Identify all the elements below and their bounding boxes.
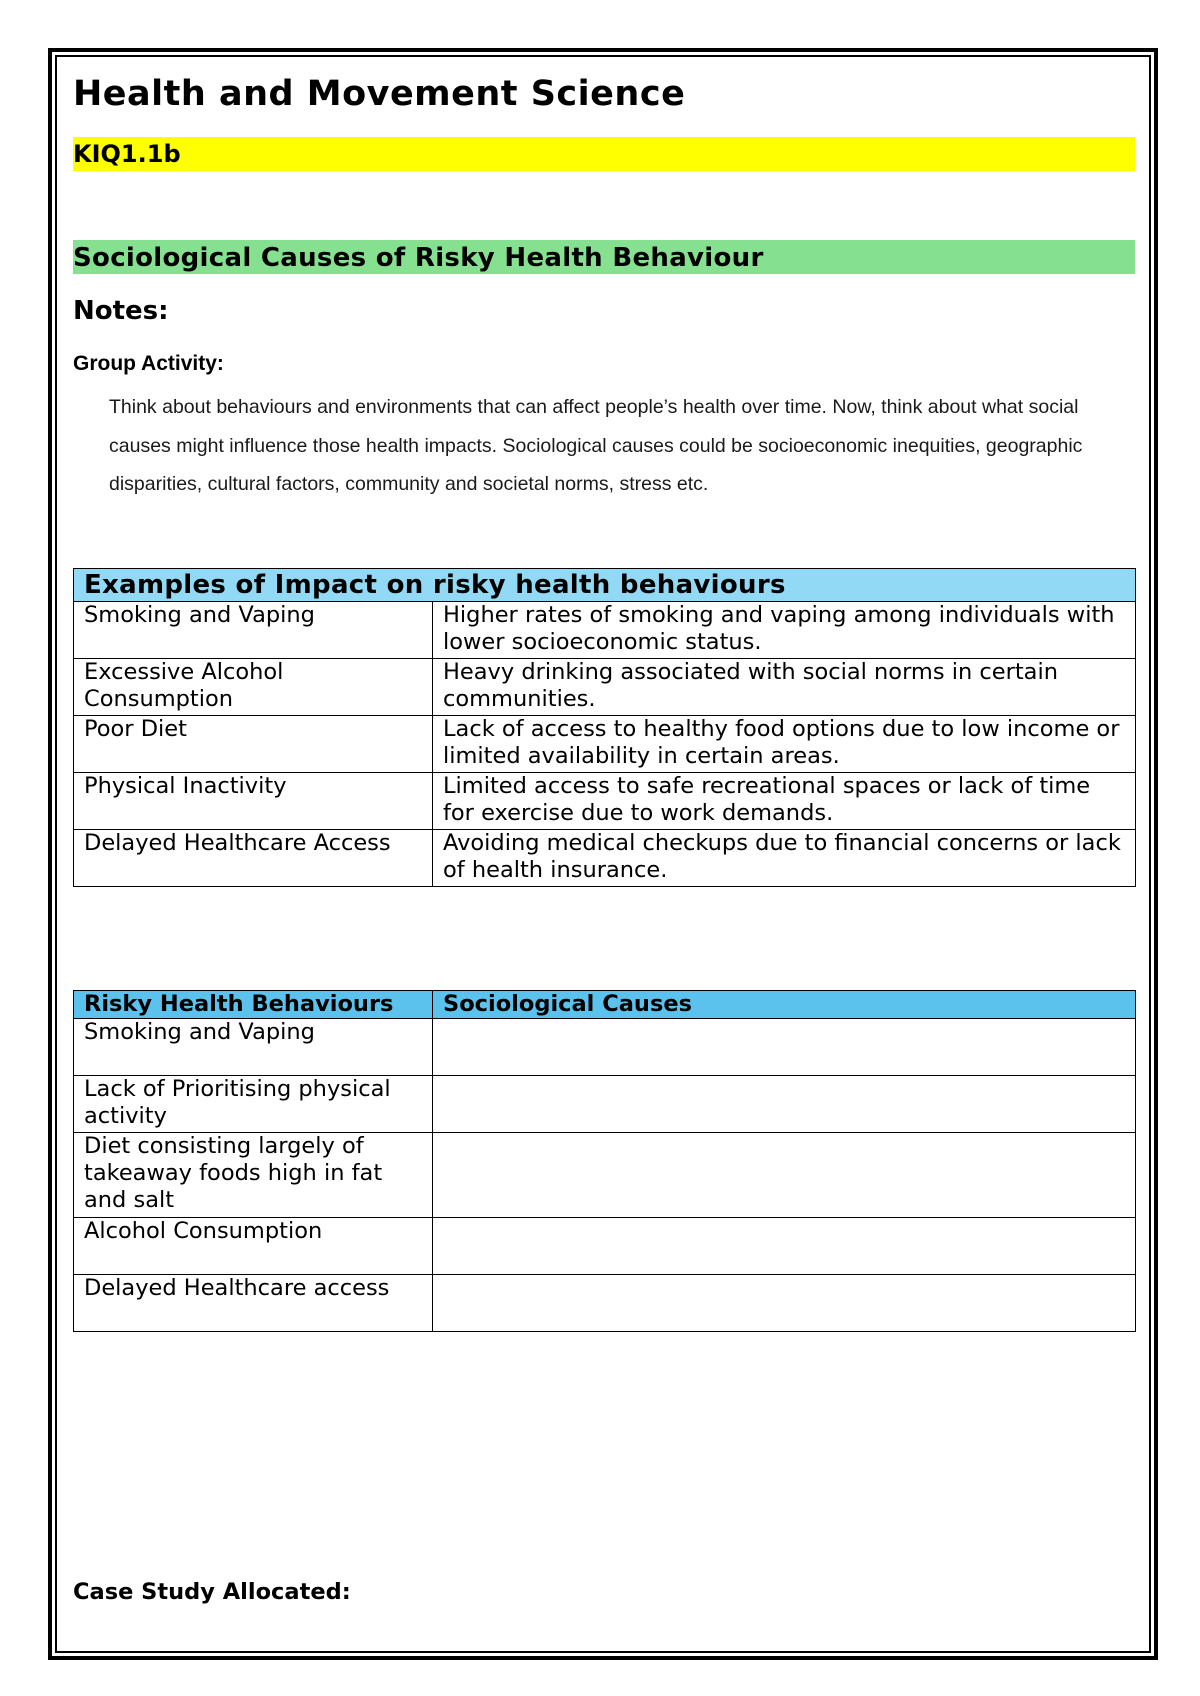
behaviour-cell: Smoking and Vaping <box>74 1019 433 1076</box>
behaviour-cell: Smoking and Vaping <box>74 602 433 659</box>
cause-answer-cell[interactable] <box>433 1218 1136 1275</box>
impact-cell: Lack of access to healthy food options due to low income or limited availability in certain areas. <box>433 716 1136 773</box>
cause-answer-cell[interactable] <box>433 1076 1136 1133</box>
case-study-label: Case Study Allocated: <box>73 1579 351 1605</box>
table-row <box>74 1133 1136 1218</box>
behaviour-cell: Delayed Healthcare access <box>74 1275 433 1332</box>
table-row <box>74 602 1136 659</box>
behaviour-cell: Delayed Healthcare Access <box>74 830 433 887</box>
table-row <box>74 1019 1136 1076</box>
examples-table-header-row <box>74 569 1136 602</box>
group-activity-label: Group Activity: <box>73 352 224 375</box>
table-row <box>74 659 1136 716</box>
cause-answer-cell[interactable] <box>433 1019 1136 1076</box>
document-title: Health and Movement Science <box>73 74 686 114</box>
behaviour-cell: Poor Diet <box>74 716 433 773</box>
behaviour-cell: Lack of Prioritising physical activity <box>74 1076 433 1133</box>
table-row <box>74 716 1136 773</box>
examples-table-header: Examples of Impact on risky health behaviours <box>74 569 1136 602</box>
causes-table-header-row <box>74 991 1136 1019</box>
examples-table <box>73 568 1136 887</box>
behaviour-cell: Alcohol Consumption <box>74 1218 433 1275</box>
behaviour-cell: Diet consisting largely of takeaway foods high in fat and salt <box>74 1133 433 1218</box>
table-row <box>74 830 1136 887</box>
impact-cell: Heavy drinking associated with social norms in certain communities. <box>433 659 1136 716</box>
kiq-code-banner: KIQ1.1b <box>73 137 1135 171</box>
impact-cell: Higher rates of smoking and vaping among individuals with lower socioeconomic status. <box>433 602 1136 659</box>
table-row <box>74 1076 1136 1133</box>
behaviours-column-header: Risky Health Behaviours <box>74 991 433 1019</box>
notes-label: Notes: <box>73 296 169 326</box>
behaviour-cell: Physical Inactivity <box>74 773 433 830</box>
cause-answer-cell[interactable] <box>433 1275 1136 1332</box>
impact-cell: Limited access to safe recreational spaces or lack of time for exercise due to work demands. <box>433 773 1136 830</box>
behaviour-cell: Excessive Alcohol Consumption <box>74 659 433 716</box>
activity-instructions: Think about behaviours and environments that can affect people’s health over time. Now, think about what social causes might influence those health impacts. Sociological causes could be socioeconomic inequities, geographic disparities, cultural factors, community and societal norms, stress etc. <box>109 396 1083 495</box>
causes-column-header: Sociological Causes <box>433 991 1136 1019</box>
cause-answer-cell[interactable] <box>433 1133 1136 1218</box>
impact-cell: Avoiding medical checkups due to financial concerns or lack of health insurance. <box>433 830 1136 887</box>
section-heading: Sociological Causes of Risky Health Behaviour <box>73 240 1135 274</box>
sociological-causes-table <box>73 990 1136 1332</box>
table-row <box>74 773 1136 830</box>
table-row <box>74 1275 1136 1332</box>
table-row <box>74 1218 1136 1275</box>
